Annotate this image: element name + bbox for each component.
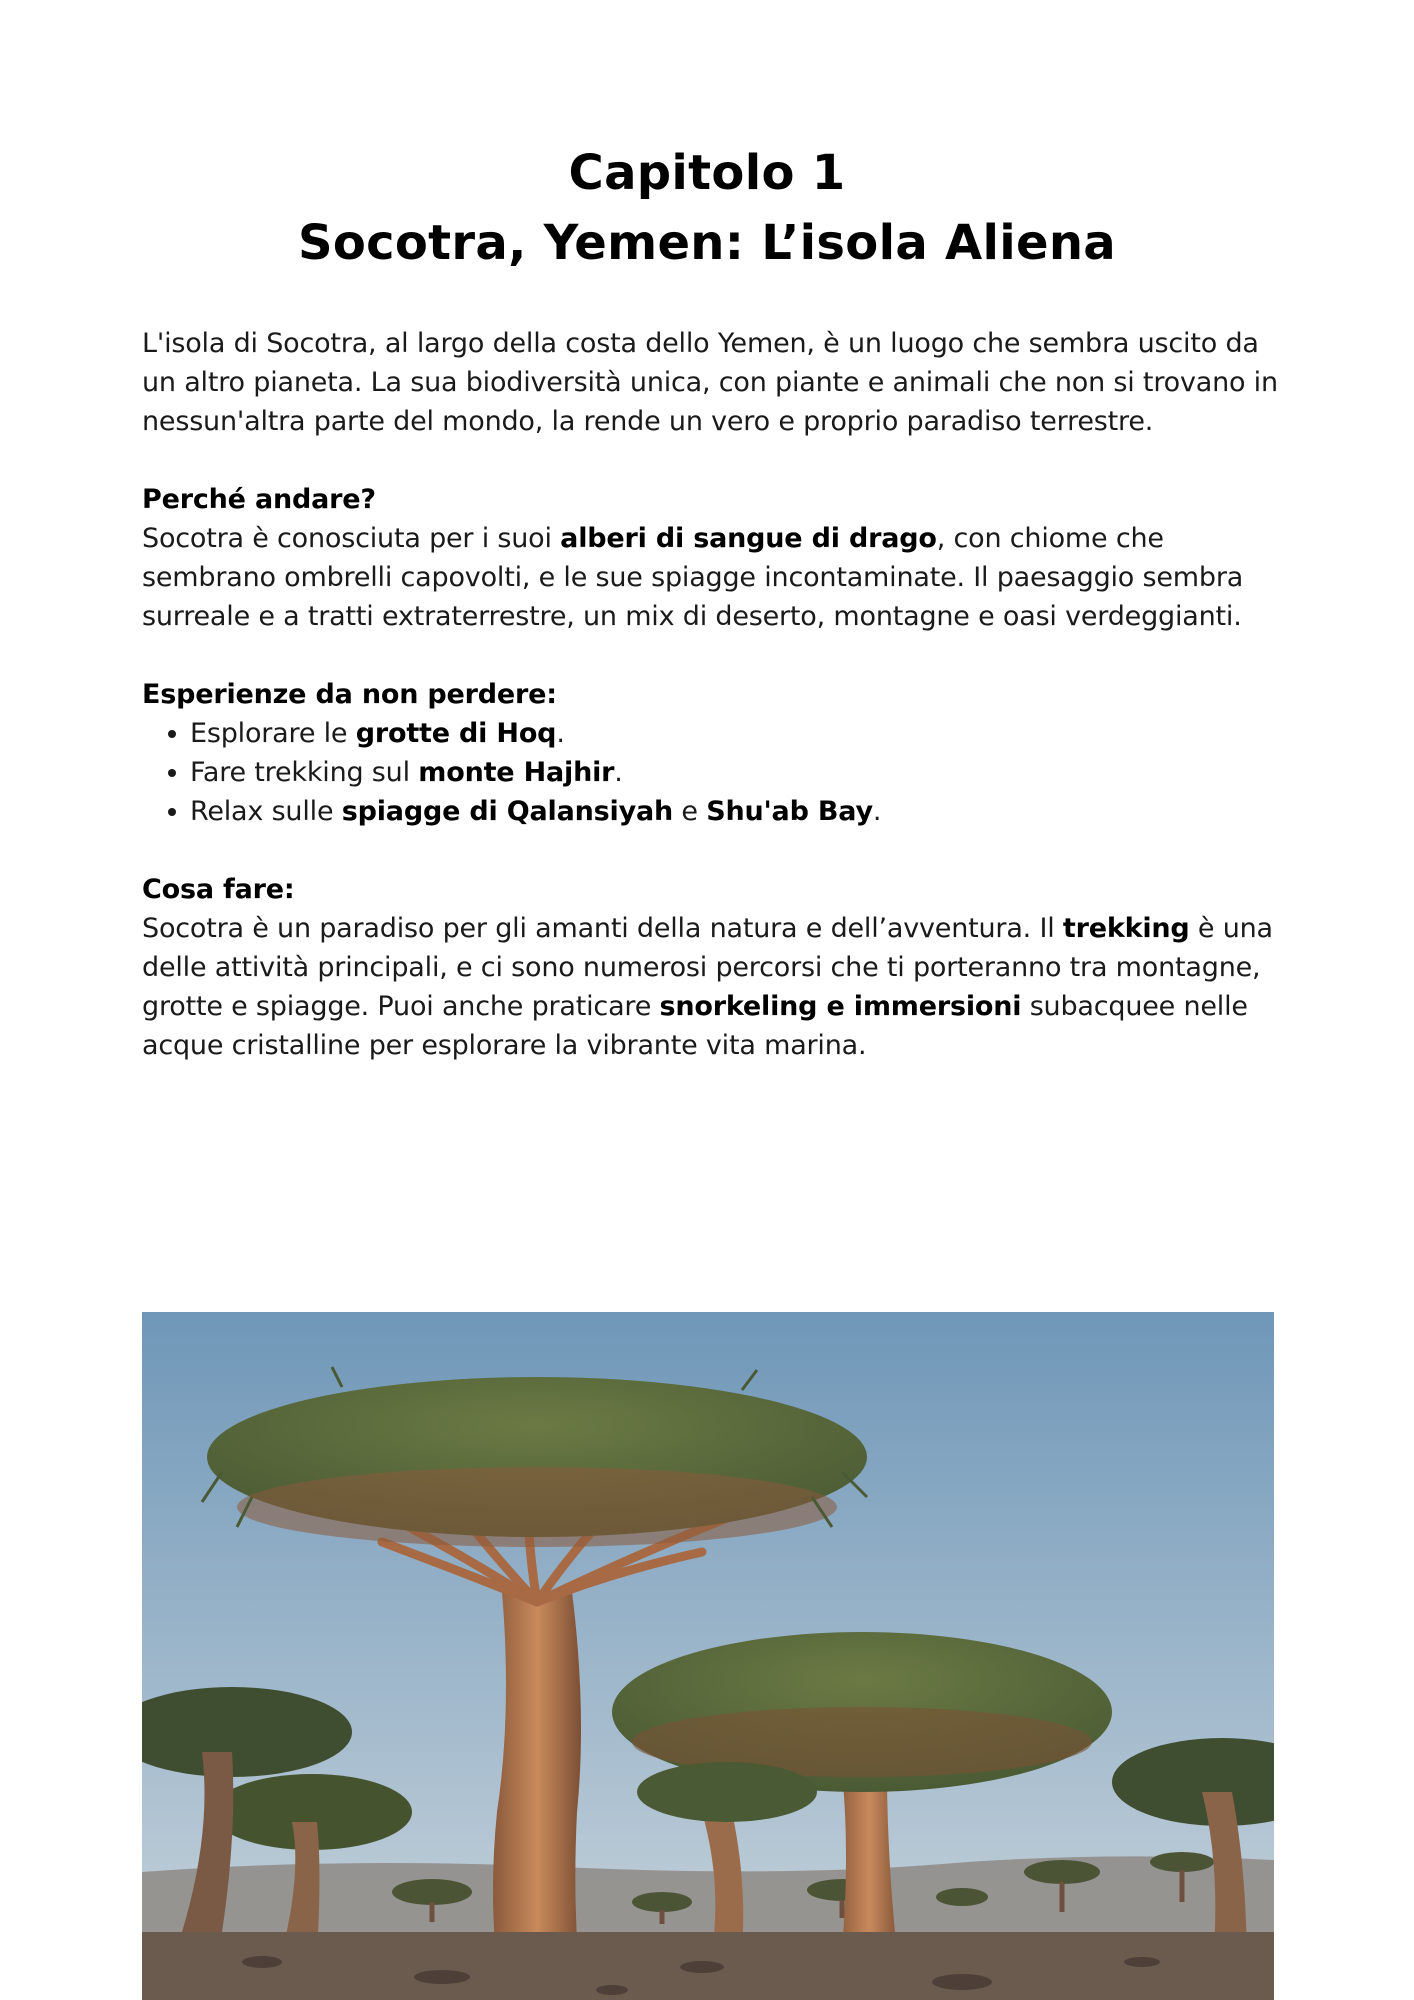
why-highlight: alberi di sangue di drago (560, 523, 937, 554)
chapter-heading: Socotra, Yemen: L’isola Aliena (298, 215, 1116, 271)
list-item: Esplorare le grotte di Hoq. (190, 714, 1282, 753)
todo-heading: Cosa fare: (142, 874, 295, 905)
experiences-heading: Esperienze da non perdere: (142, 679, 557, 710)
chapter-number: Capitolo 1 (568, 145, 846, 201)
list-item: Relax sulle spiagge di Qalansiyah e Shu'ab Bay. (190, 792, 1282, 831)
chapter-body (142, 324, 1282, 1065)
todo-paragraph: Socotra è un paradiso per gli amanti della natura e dell’avventura. Il trekking è una delle attività principali, e ci sono numerosi percorsi che ti porteranno tra montagne, grotte e spiagge. Puoi anche praticare snorkeling e immersioni subacquee nelle acque cristalline per esplorare la vibrante vita marina. (142, 913, 1273, 1061)
experiences-list (142, 714, 1282, 831)
dragon-blood-trees-photo (142, 1312, 1274, 2000)
list-item: Fare trekking sul monte Hajhir. (190, 753, 1282, 792)
why-heading: Perché andare? (142, 484, 376, 515)
intro-paragraph: L'isola di Socotra, al largo della costa dello Yemen, è un luogo che sembra uscito da un altro pianeta. La sua biodiversità unica, con piante e animali che non si trovano in nessun'altra parte del mondo, la rende un vero e proprio paradiso terrestre. (142, 328, 1278, 437)
why-paragraph: Socotra è conosciuta per i suoi alberi di sangue di drago, con chiome che sembrano ombrelli capovolti, e le sue spiagge incontaminate. Il paesaggio sembra surreale e a tratti extraterrestre, un mix di deserto, montagne e oasi verdeggianti. (142, 523, 1244, 632)
chapter-title (0, 138, 1414, 278)
